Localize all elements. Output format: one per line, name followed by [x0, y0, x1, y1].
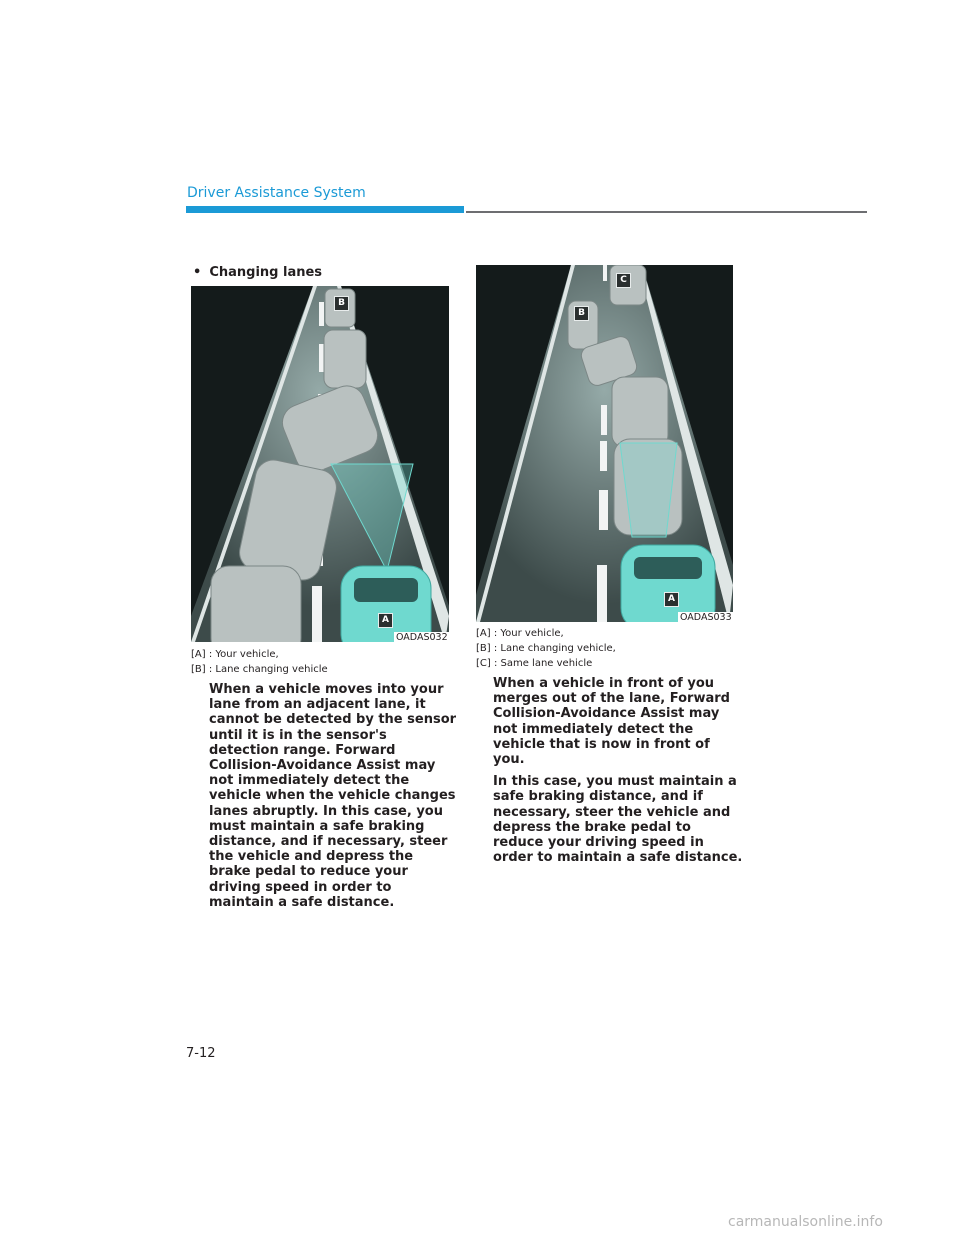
figure-vehicle-merge-out-illustration — [476, 265, 733, 622]
section-title: Driver Assistance System — [187, 185, 366, 201]
figure-lane-change — [191, 286, 449, 642]
vehicle-c-marker: C — [616, 273, 631, 288]
bullet-icon: • — [193, 265, 202, 280]
caption-line: [A] : Your vehicle, — [476, 628, 564, 639]
page-number: 7-12 — [186, 1046, 216, 1061]
left-body-text — [209, 682, 457, 917]
caption-line: [B] : Lane changing vehicle, — [476, 643, 616, 654]
paragraph: When a vehicle moves into your lane from an adjacent lane, it cannot be detected by the sensor until it is in the sensor's detection range. Forward Collision-Avoidance Assist may not immediately detect the vehicle when the vehicle changes lanes abruptly. In this case, you must maintain a safe braking distance, and if necessary, steer the vehicle and depress the brake pedal to reduce your driving speed in order to maintain a safe distance. — [209, 682, 457, 910]
vehicle-a-marker: A — [664, 592, 679, 607]
right-body-text — [493, 676, 743, 872]
vehicle-a-marker: A — [378, 613, 393, 628]
figure-caption-left — [191, 647, 328, 677]
figure-caption-right — [476, 626, 616, 671]
paragraph: When a vehicle in front of you merges out of the lane, Forward Collision-Avoidance Assist may not immediately detect the vehicle that is now in front of you. — [493, 676, 730, 768]
figure-lane-change-illustration — [191, 286, 449, 642]
header-rule-accent — [186, 206, 464, 213]
paragraph: In this case, you must maintain a safe braking distance, and if necessary, steer the vehicle and depress the brake pedal to reduce your driving speed in order to maintain a safe distance. — [493, 774, 743, 866]
vehicle-b-marker: B — [334, 296, 349, 311]
bullet-heading — [193, 265, 322, 280]
vehicle-b-marker: B — [574, 306, 589, 321]
figure-code: OADAS033 — [680, 612, 732, 623]
figure-vehicle-merge-out — [476, 265, 733, 622]
bullet-heading-text: Changing lanes — [209, 265, 323, 280]
header-rule — [466, 211, 867, 213]
caption-line: [C] : Same lane vehicle — [476, 658, 593, 669]
caption-line: [A] : Your vehicle, — [191, 649, 279, 660]
watermark: carmanualsonline.info — [728, 1214, 883, 1230]
figure-code: OADAS032 — [396, 632, 448, 643]
caption-line: [B] : Lane changing vehicle — [191, 664, 328, 675]
